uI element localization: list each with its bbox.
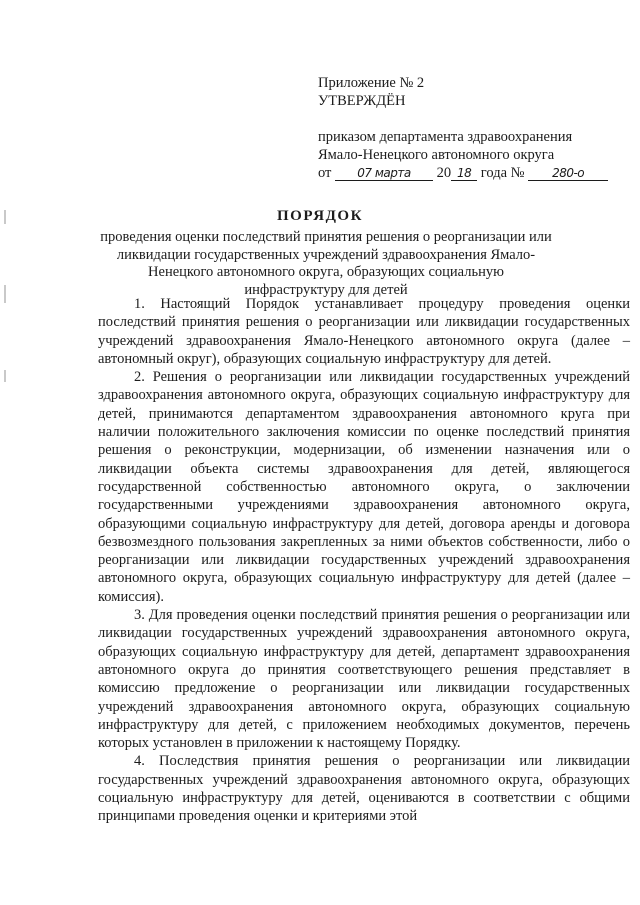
order-date-line: [318, 164, 618, 182]
year-suffix: года №: [480, 165, 525, 181]
document-body: [98, 295, 630, 826]
date-prefix: от: [318, 165, 332, 181]
paragraph: 3. Для проведения оценки последствий принятия решения о реорганизации или ликвидации государственных учреждений здравоохранения автономного округа, образующих социальную инфраструктуру для детей, департамент здравоохранения автономного округа до принятия соответствующего решения представляет в комиссию предложение о реорганизации или ликвидации государственных учреждений здравоохранения автономного округа, образующих социальную инфраструктуру для детей, с приложением необходимых документов, перечень которых установлен в приложении к настоящему Порядку.: [98, 607, 630, 752]
handwritten-year: 18: [451, 166, 477, 181]
scan-edge-mark: [4, 370, 6, 382]
approval-block: [318, 74, 618, 182]
year-prefix: 20: [436, 165, 452, 181]
appendix-label: Приложение № 2: [318, 75, 425, 91]
approved-label: УТВЕРЖДЁН: [318, 93, 406, 109]
paragraph: 1. Настоящий Порядок устанавливает процедуру проведения оценки последствий принятия решения о реорганизации или ликвидации государственных учреждений здравоохранения Ямало-Ненецкого автономного округа (далее – автономный округ), образующих социальную инфраструктуру для детей.: [98, 296, 630, 367]
document-subtitle: проведения оценки последствий принятия решения о реорганизации или ликвидации государственных учреждений здравоохранения Ямало-Ненецкого автономного округа, образующих социальную инфраструктуру для детей: [100, 229, 552, 298]
paragraph: 2. Решения о реорганизации или ликвидации государственных учреждений здравоохранения автономного округа, образующих социальную инфраструктуру для детей, принимаются департаментом здравоохранения автономного круга при наличии положительного заключения комиссии по оценке последствий принятия решения о реконструкции, модернизации, об изменении назначения или о ликвидации объекта системы здравоохранения для детей, являющегося государственной собственностью автономного округа, о заключении государственными учреждениями здравоохранения автономного округа, образующими социальную инфраструктуру для детей, договора аренды и договора безвозмездного пользования закрепленных за ними объектов собственности, либо о реорганизации или ликвидации государственных учреждений здравоохранения автономного округа, образующих социальную инфраструктуру для детей (далее – комиссия).: [98, 369, 630, 605]
order-line-1: приказом департамента здравоохранения: [318, 129, 573, 145]
handwritten-order-number: 280-о: [528, 166, 608, 181]
scan-edge-mark: [4, 285, 6, 303]
handwritten-date: 07 марта: [335, 166, 433, 181]
paragraph: 4. Последствия принятия решения о реорганизации или ликвидации государственных учреждений здравоохранения автономного округа, образующих социальную инфраструктуру для детей, оцениваются в соответствии с общими принципами проведения оценки и критериями этой: [98, 753, 630, 825]
order-line-2: Ямало-Ненецкого автономного округа: [318, 147, 555, 163]
document-title: ПОРЯДОК: [277, 208, 363, 224]
